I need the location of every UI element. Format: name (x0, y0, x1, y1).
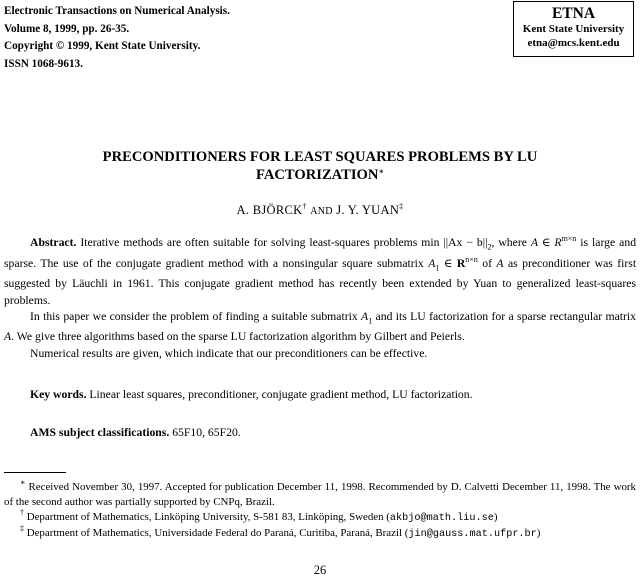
abstract-label: Abstract. (30, 236, 77, 249)
author-1: A. BJÖRCK (236, 203, 303, 217)
title-line-2-text: FACTORIZATION (256, 167, 379, 183)
abstract-text: In this paper we consider the problem of finding a suitable submatrix (30, 309, 358, 323)
abstract-text: Iterative methods are often suitable for solving least-squares problems (80, 236, 418, 249)
journal-issn: ISSN 1068-9613. (4, 57, 83, 70)
abstract-text: of (482, 256, 492, 270)
ams-label: AMS subject classifications. (30, 426, 170, 439)
journal-volume: Volume 8, 1999, pp. 26-35. (4, 22, 130, 35)
footnote-text: Department of Mathematics, Linköping University, S-581 83, Linköping, Sweden ( (26, 510, 390, 523)
math-expression: A (496, 256, 504, 270)
footnote-marker: ‡ (20, 524, 24, 534)
footnote-author-2 (4, 526, 636, 543)
abstract-paragraph-3: Numerical results are given, which indicate that our preconditioners can be effective. (30, 346, 428, 360)
page-number: 26 (313, 563, 327, 577)
math-subscript: 1 (435, 262, 440, 272)
footnote-text: Department of Mathematics, Universidade Federal do Paraná, Curitiba, Paraná, Brazil ( (26, 527, 409, 540)
math-expression: A (4, 330, 12, 344)
journal-copyright: Copyright © 1999, Kent State University. (4, 40, 201, 52)
author-2: J. Y. YUAN (336, 203, 400, 217)
math-expression: A (428, 256, 436, 270)
authors (0, 203, 640, 219)
math-expression: A ∈ R (530, 236, 562, 249)
journal-name: Electronic Transactions on Numerical Analysis. (4, 5, 230, 17)
keywords-label: Key words. (30, 388, 87, 401)
etna-box (513, 1, 634, 57)
abstract-text: and its LU factorization for a sparse rectangular matrix (375, 309, 637, 323)
math-superscript: m×n (561, 234, 577, 243)
math-subscript: 1 (368, 316, 373, 326)
footnote-email[interactable]: jin@gauss.mat.ufpr.br (408, 529, 537, 541)
abstract-paragraph-2 (4, 309, 636, 346)
footnote-text: ) (493, 510, 498, 523)
footnotes (4, 480, 636, 543)
footnote-received (4, 480, 636, 510)
keywords (4, 387, 636, 403)
footnote-marker: ∗ (20, 478, 26, 487)
abstract-text: is large and sparse. The use of the conjugate gradient method with a nonsingular square submatrix (4, 236, 637, 270)
footnote-rule (4, 472, 66, 473)
author-2-marker: ‡ (399, 202, 404, 211)
etna-university: Kent State University (522, 23, 625, 35)
abstract-text: ∈ (443, 256, 453, 270)
ams-classifications (4, 425, 636, 441)
title-line-1: PRECONDITIONERS FOR LEAST SQUARES PROBLEMS BY LU (102, 149, 538, 165)
authors-and: AND (310, 206, 333, 217)
ams-text: 65F10, 65F20. (172, 426, 241, 439)
footnote-email[interactable]: akbjo@math.liu.se (389, 512, 494, 524)
footnote-author-1 (4, 507, 636, 527)
title-line-2 (0, 166, 640, 184)
abstract-text: as preconditioner was first suggested by Läuchli in 1961. This conjugate gradient method has recently been extended by Yuan to generalized least-squares problems. (4, 256, 637, 307)
abstract-text: . We give three algorithms based on the sparse LU factorization algorithm by Gilbert and Peierls. (11, 330, 465, 344)
keywords-text: Linear least squares, preconditioner, conjugate gradient method, LU factorization. (89, 388, 473, 401)
etna-email: etna@mcs.kent.edu (527, 37, 620, 49)
abstract (4, 235, 636, 362)
abstract-paragraph-1 (4, 235, 636, 309)
footnote-text: ) (536, 527, 541, 540)
etna-name: ETNA (551, 5, 596, 22)
math-subscript: 2 (487, 242, 492, 252)
paper-title (0, 148, 640, 184)
math-expression: A (361, 309, 369, 323)
title-footnote-marker: ∗ (378, 167, 384, 176)
math-superscript: n×n (465, 254, 478, 264)
footnote-marker: † (20, 507, 24, 517)
math-expression: min ||Ax − b|| (421, 236, 488, 249)
journal-header (4, 3, 230, 73)
math-expression: R (456, 256, 466, 270)
abstract-text: , where (491, 236, 527, 249)
footnote-text: Received November 30, 1997. Accepted for publication December 11, 1998. Recommended by D. Calvetti December 11, 1998. The work of the second author was partially supported by CNPq, Brazil. (4, 481, 636, 508)
author-1-marker: † (302, 202, 307, 211)
